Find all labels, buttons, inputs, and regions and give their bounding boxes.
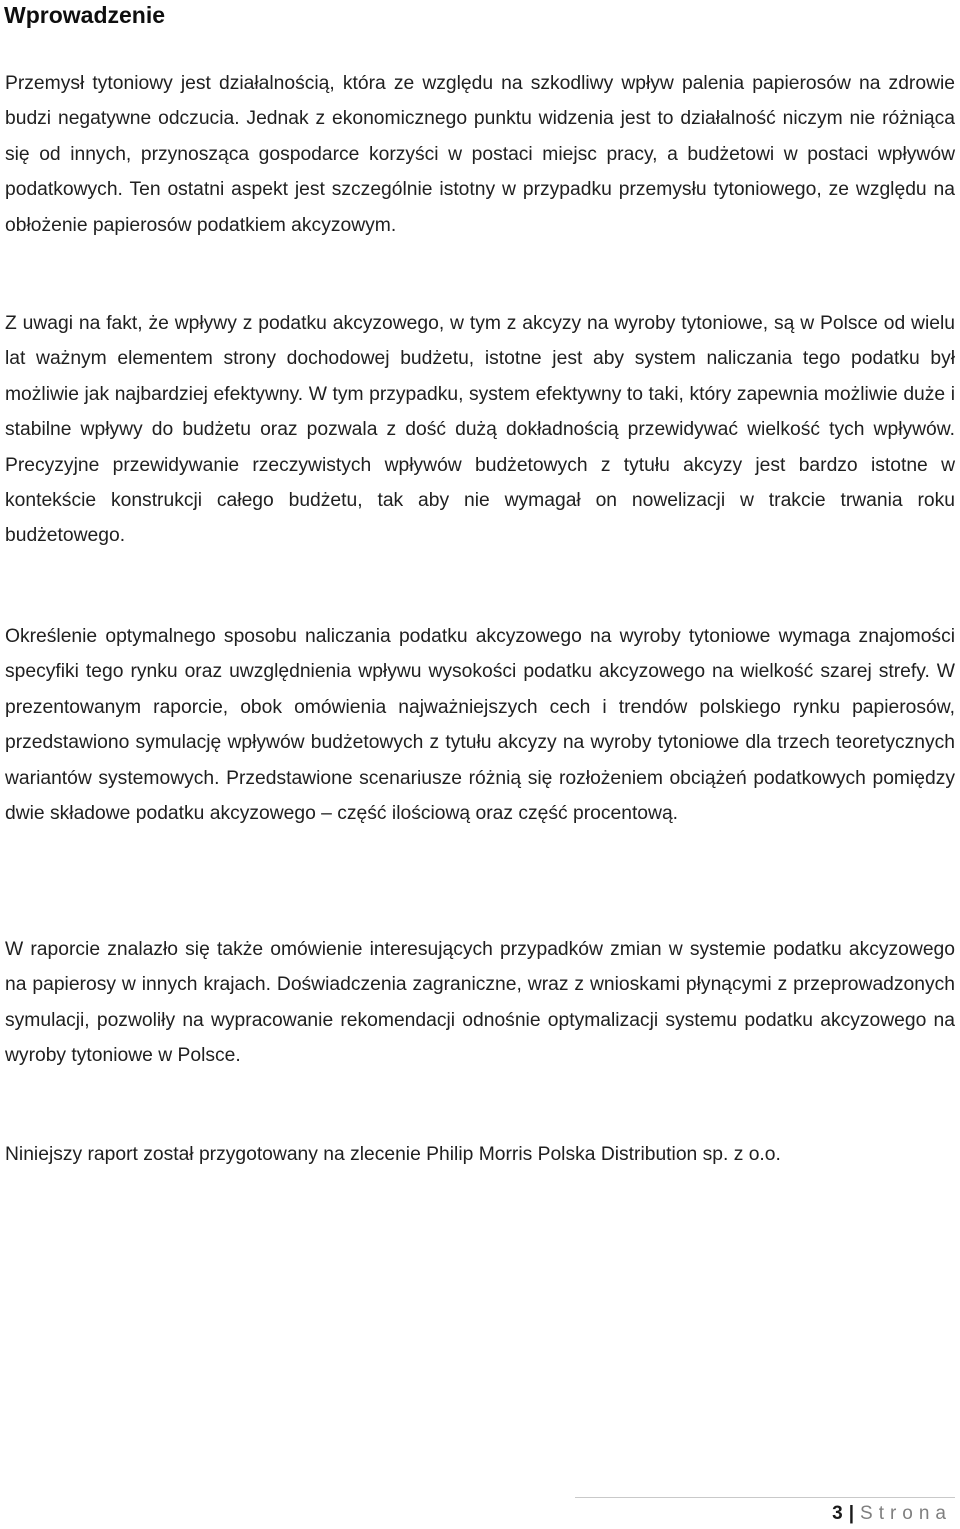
paragraph-optimal-method: Określenie optymalnego sposobu naliczania podatku akcyzowego na wyroby tytoniowe wymaga znajomości specyfiki tego rynku oraz uwzględnienia wpływu wysokości podatku akcyzowego na wielkość szarej strefy. W prezentowanym raporcie, obok omówienia najważniejszych cech i trendów polskiego rynku papierosów, przedstawiono symulację wpływów budżetowych z tytułu akcyzy na wyroby tytoniowe dla trzech teoretycznych wariantów systemowych. Przedstawione scenariusze różnią się rozłożeniem obciążeń podatkowych pomiędzy dwie składowe podatku akcyzowego – część ilościową oraz część procentową.: [5, 626, 955, 825]
page-footer: [832, 1501, 952, 1527]
footer-separator: |: [848, 1503, 855, 1524]
footer-divider: [575, 1497, 955, 1498]
section-heading: Wprowadzenie: [4, 2, 166, 28]
paragraph-foreign-cases: W raporcie znalazło się także omówienie interesujących przypadków zmian w systemie podatku akcyzowego na papierosy w innych krajach. Doświadczenia zagraniczne, wraz z wnioskami płynącymi z przeprowadzonych symulacji, pozwoliły na wypracowanie rekomendacji odnośnie optymalizacji systemu podatku akcyzowego na wyroby tytoniowe w Polsce.: [5, 939, 955, 1067]
page-label: Strona: [860, 1503, 952, 1524]
paragraph-commissioned-by: Niniejszy raport został przygotowany na zlecenie Philip Morris Polska Distribution sp. z o.o.: [5, 1144, 781, 1165]
paragraph-excise-revenue: Z uwagi na fakt, że wpływy z podatku akcyzowego, w tym z akcyzy na wyroby tytoniowe, są w Polsce od wielu lat ważnym elementem strony dochodowej budżetu, istotne jest aby system naliczania tego podatku był możliwie jak najbardziej efektywny. W tym przypadku, system efektywny to taki, który zapewnia możliwie duże i stabilne wpływy do budżetu oraz pozwala z dość dużą dokładnością przewidywać wielkość tych wpływów. Precyzyjne przewidywanie rzeczywistych wpływów budżetowych z tytułu akcyzy jest bardzo istotne w kontekście konstrukcji całego budżetu, tak aby nie wymagał on nowelizacji w trakcie trwania roku budżetowego.: [5, 313, 955, 547]
paragraph-intro: Przemysł tytoniowy jest działalnością, która ze względu na szkodliwy wpływ palenia papierosów na zdrowie budzi negatywne odczucia. Jednak z ekonomicznego punktu widzenia jest to działalność niczym nie różniąca się od innych, przynosząca gospodarce korzyści w postaci miejsc pracy, a budżetowi w postaci wpływów podatkowych. Ten ostatni aspekt jest szczególnie istotny w przypadku przemysłu tytoniowego, ze względu na obłożenie papierosów podatkiem akcyzowym.: [5, 73, 955, 236]
page-number: 3: [832, 1503, 843, 1524]
